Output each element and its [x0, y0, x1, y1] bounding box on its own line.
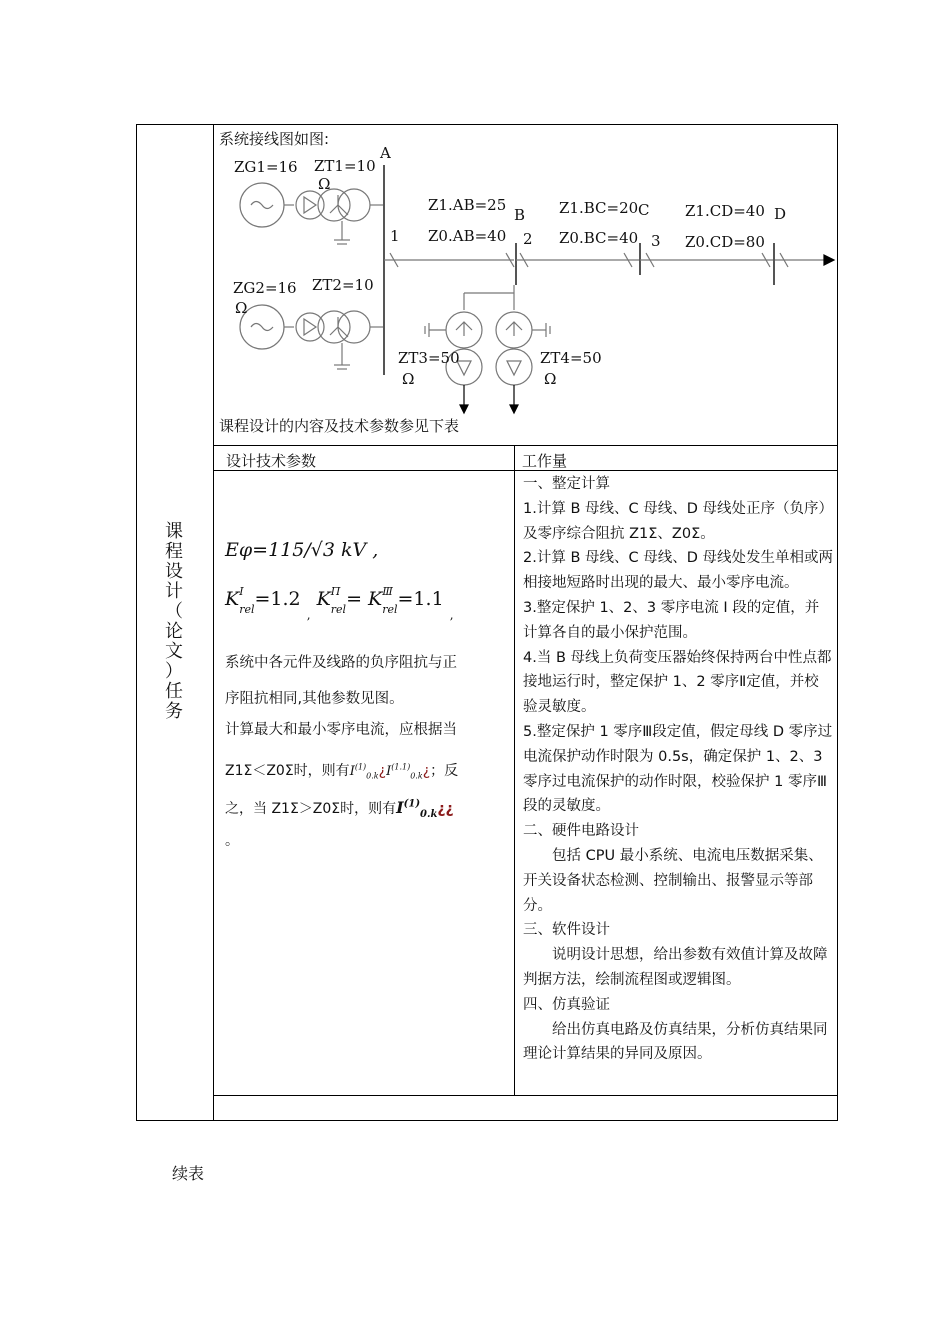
- params-text-3: 计算最大和最小零序电流，应根据当: [225, 722, 457, 738]
- params-text-4b: ；反: [430, 763, 459, 779]
- col-left-header: 设计技术参数: [226, 452, 317, 470]
- bus-a-label: A: [380, 144, 391, 162]
- work-item: 2.计算 B 母线、C 母线、D 母线处发生单相或两相接地短路时出现的最大、最小零序电流。: [523, 550, 834, 592]
- row-divider-1: [213, 445, 838, 446]
- params-text-2: 序阻抗相同,其他参数见图。: [225, 691, 404, 707]
- side-label-char: 务: [165, 701, 183, 722]
- work-item: 3.整定保护 1、2、3 零序电流 I 段的定值，并计算各自的最小保护范围。: [523, 599, 820, 641]
- k-formula: K I rel=1.2 $_,$ K Π rel= K Ⅲ rel=1.1 $_,$: [225, 585, 454, 622]
- z0cd-label: Z0.CD=80: [685, 233, 765, 251]
- params-text-5a: 之，当 Z1Σ＞Z0Σ时，则有: [225, 801, 397, 817]
- z0ab-label: Z0.AB=40: [428, 227, 507, 245]
- z0bc-label: Z0.BC=40: [559, 229, 639, 247]
- side-label-char: 程: [165, 541, 183, 562]
- k1-value: =1.2: [254, 588, 301, 610]
- zt3-unit: Ω: [402, 370, 415, 388]
- zt3-label: ZT3=50: [398, 349, 460, 367]
- side-label-char: 任: [165, 681, 183, 702]
- k1-symbol: K: [225, 588, 240, 610]
- side-label-char: 文: [165, 641, 183, 662]
- side-label-char: 课: [165, 521, 183, 542]
- k3-symbol: = K: [346, 588, 383, 610]
- wiring-diagram: [214, 125, 838, 425]
- row-divider-3: [213, 1095, 838, 1096]
- column-divider-mid: [514, 445, 515, 1095]
- bus-c-label: C: [638, 201, 650, 219]
- zg2-unit: Ω: [235, 299, 248, 317]
- work-item: 给出仿真电路及仿真结果，分析仿真结果同理论计算结果的异同及原因。: [523, 1021, 828, 1063]
- side-label: [160, 522, 188, 722]
- zt4-unit: Ω: [544, 370, 557, 388]
- work-item: 说明设计思想，给出参数有效值计算及故障判据方法，绘制流程图或逻辑图。: [523, 947, 828, 988]
- zt2-label: ZT2=10: [312, 276, 374, 294]
- continued-label: 续表: [172, 1164, 205, 1183]
- z1bc-label: Z1.BC=20: [559, 199, 639, 217]
- diagram-caption: 系统接线图如图:: [219, 130, 330, 148]
- side-label-char: ）: [165, 661, 183, 682]
- e-formula: Eφ=115/√3 kV ,: [225, 539, 379, 561]
- work-item: 三、软件设计: [523, 922, 610, 939]
- params-text-4a: Z1Σ＜Z0Σ时，则有: [225, 763, 350, 779]
- bus-b-label: B: [514, 206, 526, 224]
- table-border-left: [136, 124, 137, 1121]
- protection-2-label: 2: [523, 230, 533, 248]
- side-label-char: （: [165, 601, 183, 622]
- intro-text: 课程设计的内容及技术参数参见下表: [219, 417, 460, 435]
- work-item: 四、仿真验证: [523, 996, 610, 1013]
- params-text-5: 之，当 Z1Σ＞Z0Σ时，则有$I^{(1)}_{0.k}¿¿$: [225, 798, 454, 821]
- bus-d-label: D: [774, 205, 787, 223]
- side-label-char: 论: [165, 621, 183, 642]
- work-item: 5.整定保护 1 零序Ⅲ段定值，假定母线 D 零序过电流保护动作时限为 0.5s，确定保护 1、2、3 零序过电流保护的动作时限，校验保护 1 零序Ⅲ段的灵敏度。: [523, 723, 833, 815]
- k2-symbol: K: [316, 588, 331, 610]
- zg1-label: ZG1=16: [234, 158, 298, 176]
- work-item: 1.计算 B 母线、C 母线、D 母线处正序（负序）及零序综合阻抗 Z1Σ、Z0Σ。: [523, 500, 834, 542]
- zt1-unit: Ω: [318, 175, 331, 193]
- zt4-label: ZT4=50: [540, 349, 602, 367]
- zg2-label: ZG2=16: [233, 279, 297, 297]
- protection-3-label: 3: [651, 232, 661, 250]
- work-item: 一、整定计算: [523, 476, 610, 492]
- zt1-label: ZT1=10: [314, 157, 376, 175]
- params-text-6: 。: [225, 833, 239, 849]
- work-item: 4.当 B 母线上负荷变压器始终保持两台中性点都接地运行时，整定保护 1、2 零序Ⅱ定值，并校验灵敏度。: [523, 649, 832, 716]
- work-item: 二、硬件电路设计: [523, 823, 639, 840]
- work-item: 包括 CPU 最小系统、电流电压数据采集、开关设备状态检测、控制输出、报警显示等部分。: [523, 847, 823, 914]
- table-border-bottom: [136, 1120, 838, 1121]
- col-right-header: 工作量: [522, 452, 568, 470]
- z1cd-label: Z1.CD=40: [685, 202, 765, 220]
- side-label-char: 设: [165, 561, 183, 582]
- protection-1-label: 1: [390, 227, 400, 245]
- work-list: [523, 472, 833, 1067]
- params-text-1: 系统中各元件及线路的负序阻抗与正: [225, 655, 457, 671]
- side-label-char: 计: [165, 581, 183, 602]
- params-text-4: Z1Σ＜Z0Σ时，则有$I^{(1)}_{0.k}¿I^{(1.1)}_{0.k}¿$；反: [225, 762, 459, 781]
- z1ab-label: Z1.AB=25: [428, 196, 507, 214]
- k3-value: =1.1: [397, 588, 444, 610]
